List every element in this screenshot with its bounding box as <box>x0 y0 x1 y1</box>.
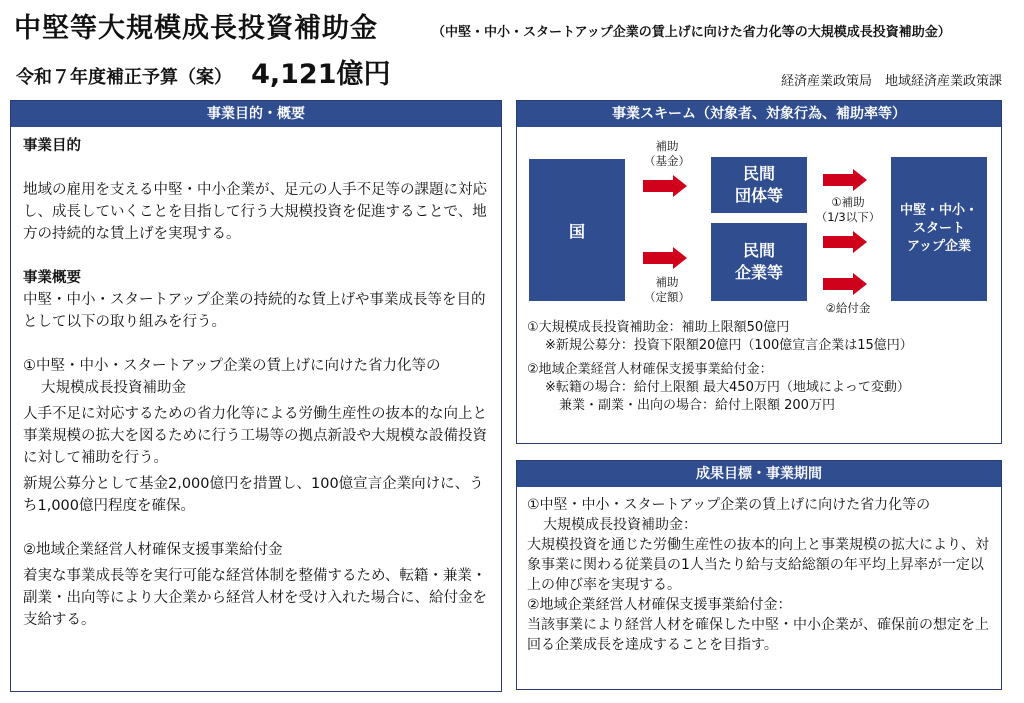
scheme-panel-header: 事業スキーム（対象者、対象行為、補助率等） <box>517 101 1001 127</box>
arrow-right-icon <box>823 169 867 191</box>
scheme-notes <box>517 317 1001 415</box>
arrow-right-icon <box>643 175 687 197</box>
block-country: 国 <box>529 159 625 301</box>
item1-text1: 人手不足に対応するための省力化等による労働生産性の抜本的な向上と事業規模の拡大を図るために行う工場等の拠点新設や大規模な設備投資に対して補助を行う。 <box>23 406 487 466</box>
purpose-panel <box>10 100 502 692</box>
label-fund: 補助 （基金） <box>644 139 690 168</box>
item1-title-line2: 大規模成長投資補助金 <box>41 380 186 396</box>
page-title: 中堅等大規模成長投資補助金 <box>14 13 378 44</box>
label-subsidy: ①補助 （1/3以下） <box>815 195 881 224</box>
budget-amount: 4,121億円 <box>251 59 391 90</box>
page-subtitle: （中堅・中小・スタートアップ企業の賃上げに向けた省力化等の大規模成長投資補助金） <box>432 25 951 40</box>
scheme-note2b: ※転籍の場合：給付上限額 最大450万円（地域によって変動） <box>545 380 910 395</box>
result-panel-header: 成果目標・事業期間 <box>517 461 1001 487</box>
label-benefit: ②給付金 <box>825 301 871 315</box>
block-target: 中堅・中小・ スタート アップ企業 <box>891 157 987 301</box>
block-company: 民間 企業等 <box>711 223 807 301</box>
scheme-note1: ①大規模成長投資補助金：補助上限額50億円 <box>527 320 790 335</box>
scheme-note2c: 兼業・副業・出向の場合：給付上限額 200万円 <box>559 398 835 413</box>
item1-text2: 新規公募分として基金2,000億円を措置し、100億宣言企業向けに、うち1,000億円程度を確保。 <box>23 476 484 514</box>
result-item1-text: 大規模投資を通じた労働生産性の抜本的向上と事業規模の拡大により、対象事業に関わる従業員の1人当たり給与支給総額の年平均上昇率が一定以上の伸び率を実現する。 <box>527 537 989 593</box>
purpose-text: 地域の雇用を支える中堅・中小企業が、足元の人手不足等の課題に対応し、成長していくことを目指して行う大規模投資を促進することで、地方の持続的な賃上げを実現する。 <box>23 182 487 242</box>
arrow-right-icon <box>643 247 687 269</box>
item1-title <box>23 355 489 399</box>
block-org: 民間 団体等 <box>711 157 807 213</box>
overview-heading: 事業概要 <box>23 270 81 286</box>
item1-title-line1: ①中堅・中小・スタートアップ企業の賃上げに向けた省力化等の <box>23 358 441 374</box>
item2-text: 着実な事業成長等を実行可能な経営体制を整備するため、転籍・兼業・副業・出向等により大企業から経営人材を受け入れた場合に、給付金を支給する。 <box>23 568 487 628</box>
budget-label: 令和７年度補正予算（案） <box>16 67 232 88</box>
arrow-right-icon <box>823 231 867 253</box>
scheme-panel <box>516 100 1002 444</box>
arrow-right-icon <box>823 273 867 295</box>
scheme-diagram <box>517 127 1001 317</box>
purpose-panel-header: 事業目的・概要 <box>11 101 501 127</box>
result-item2-text: 当該事業により経営人材を確保した中堅・中小企業が、確保前の想定を上回る企業成長を達成することを目指す。 <box>527 617 989 653</box>
department: 経済産業政策局 地域経済産業政策課 <box>780 74 1002 89</box>
result-panel <box>516 460 1002 690</box>
result-item2-title: ②地域企業経営人材確保支援事業給付金： <box>527 597 792 613</box>
scheme-note2: ②地域企業経営人材確保支援事業給付金： <box>527 362 773 377</box>
budget <box>16 52 391 91</box>
overview-text: 中堅・中小・スタートアップ企業の持続的な賃上げや事業成長等を目的として以下の取り組みを行う。 <box>23 292 486 330</box>
purpose-heading: 事業目的 <box>23 138 81 154</box>
scheme-note1b: ※新規公募分：投資下限額20億円（100億宣言企業は15億円） <box>545 338 913 353</box>
result-item1-title-line1: ①中堅・中小・スタートアップ企業の賃上げに向けた省力化等の <box>527 497 931 513</box>
label-fixed: 補助 （定額） <box>644 275 690 304</box>
item2-title: ②地域企業経営人材確保支援事業給付金 <box>23 542 283 558</box>
result-item1-title-line2: 大規模成長投資補助金： <box>543 517 697 533</box>
